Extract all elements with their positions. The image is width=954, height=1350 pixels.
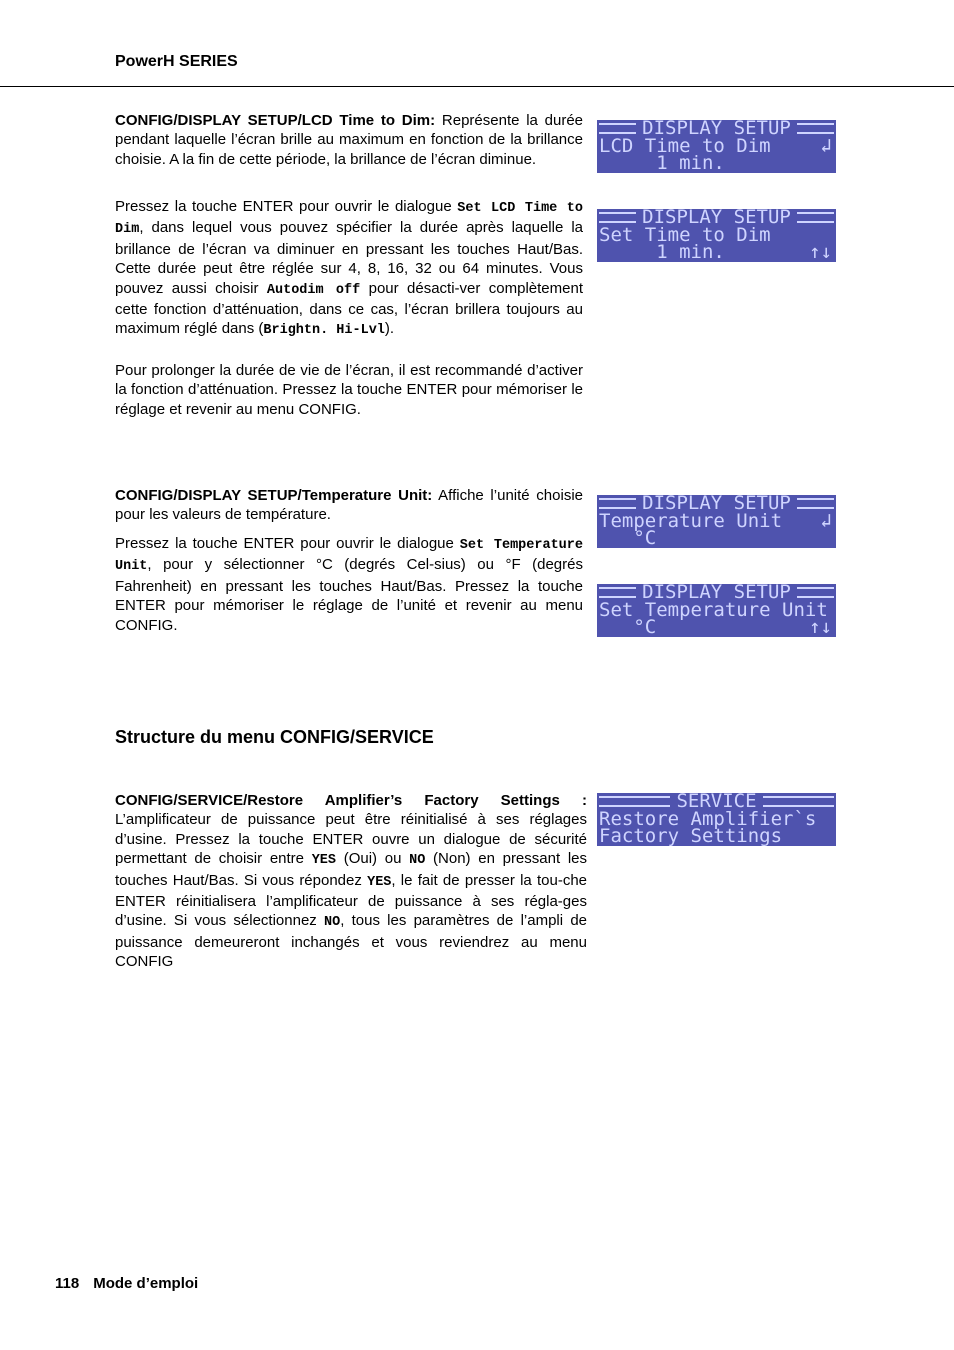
text: , le fait de presser la tou-che ENTER réinitialisera l’amplificateur de puissance à ses régla-ges d’usine. Si vous sélectionnez [115,871,588,930]
page-footer [55,1275,212,1292]
lcd-screen-set-temperature-unit [597,584,836,637]
lcd-title: DISPLAY SETUP [642,120,791,139]
lcd-title-bar [763,796,834,807]
lcd-line-2-text: °C [599,616,657,637]
temp-unit-para-1 [115,486,583,525]
lcd-time-para-2 [115,197,583,341]
header-title: PowerH SERIES [115,53,238,70]
lcd-line-1: Set Time to Dim [599,223,771,246]
code-yes: YES [311,853,337,869]
lcd-line-2 [597,241,836,262]
text: , tous les paramètres de l’ampli de puissance demeureront inchangés et vous reviendrez au menu CONFIG [115,912,587,971]
up-down-arrows-icon: ↑↓ [809,241,832,262]
lcd-line-1-text: Temperature Unit [599,509,783,532]
text: Pressez la touche ENTER pour ouvrir le dialogue [115,535,460,552]
lcd-time-description: Représente la durée pendant laquelle l’écran brille au maximum en fonction de la brillance choisie. A la fin de cette période, la brillance de l’écran diminue. [115,112,584,168]
text: , pour y sélectionner °C (degrés Cel-sius) ou °F (degrés Fahrenheit) en pressant les touches Haut/Bas. Pressez la touche ENTER pour mémoriser le réglage de l’unité et revenir au menu CONFIG. [115,556,583,634]
code-yes: YES [367,874,392,890]
lcd-title-bar [797,212,834,223]
service-para-1 [115,791,587,972]
lcd-line-1-text: LCD Time to Dim [599,134,771,157]
page-number: 118 [55,1275,80,1292]
lcd-line-2: °C [599,527,657,548]
lcd-line-2: Factory Settings [599,825,783,846]
lcd-line-2: 1 min. [599,152,725,173]
code-set-lcd-time: Set LCD Time to Dim [115,201,583,238]
lcd-line-2 [597,616,836,637]
enter-icon: ↲ [820,134,832,157]
code-autodim-off: Autodim off [266,282,361,298]
lcd-title-bar [599,498,636,509]
lcd-time-para-1 [115,111,583,169]
lcd-title-bar [599,123,636,134]
lcd-title-bar [797,123,834,134]
lcd-title: SERVICE [676,793,757,812]
text: ). [384,320,395,338]
lcd-title-bar [797,587,834,598]
lcd-title: DISPLAY SETUP [642,209,791,228]
code-set-temperature-unit: Set Temperature Unit [115,538,583,575]
lcd-line-1: Set Temperature Unit [599,598,828,621]
lcd-title-bar [599,212,636,223]
up-down-arrows-icon: ↑↓ [809,616,832,637]
text: (Non) en pressant les touches Haut/Bas. Si vous répondez [115,850,587,889]
text: pour désacti-ver complètement cette fonction d’atténuation, dans ce cas, l’écran brillera toujours au maximum réglé dans ( [115,279,583,338]
code-no: NO [409,853,426,869]
text: L’amplificateur de puissance peut être réinitialisé à ses réglages d’usine. Pressez la touche ENTER ouvre un dialogue de sécurité permettant de choisir entre [115,811,587,868]
service-restore-label: CONFIG/SERVICE/Restore Amplifier’s Factory Settings : [115,792,587,809]
code-brightn-hi-lvl: Brightn. Hi-Lvl [263,323,385,339]
lcd-title: DISPLAY SETUP [642,495,791,514]
lcd-screen-set-time-to-dim [597,209,836,262]
temp-unit-para-2 [115,534,583,635]
lcd-title-bar [599,587,636,598]
lcd-line-2-text: 1 min. [599,241,725,262]
temp-unit-description: Affiche l’unité choisie pour les valeurs de température. [115,487,583,524]
lcd-screen-lcd-time-to-dim [597,120,836,173]
text: Pressez la touche ENTER pour ouvrir le dialogue [115,198,458,215]
lcd-time-label: CONFIG/DISPLAY SETUP/LCD Time to Dim: [115,112,436,129]
section-heading-config-service: Structure du menu CONFIG/SERVICE [115,727,434,747]
footer-label: Mode d’emploi [93,1275,199,1292]
lcd-time-para-3: Pour prolonger la durée de vie de l’écran, il est recommandé d’activer la fonction d’atténuation. Pressez la touche ENTER pour mémoriser le réglage et revenir au menu CONFIG. [115,362,583,418]
lcd-title-bar [599,796,670,807]
code-no: NO [324,915,341,931]
temp-unit-label: CONFIG/DISPLAY SETUP/Temperature Unit: [115,487,433,504]
text: (Oui) ou [336,850,410,868]
lcd-title: DISPLAY SETUP [642,584,791,603]
enter-icon: ↲ [820,509,832,532]
lcd-screen-service-restore [597,793,836,846]
text: , dans lequel vous pouvez spécifier la durée après laquelle la brillance de l’écran va diminuer en pressant les touches Haut/Bas. Cette durée peut être réglée sur 4, 8, 16, 32 ou 64 minutes. Vous pouvez aussi choisir [115,219,583,297]
lcd-title-bar [797,498,834,509]
lcd-line-1: Restore Amplifier`s [599,807,817,830]
header-rule [0,86,954,87]
lcd-screen-temperature-unit [597,495,836,548]
